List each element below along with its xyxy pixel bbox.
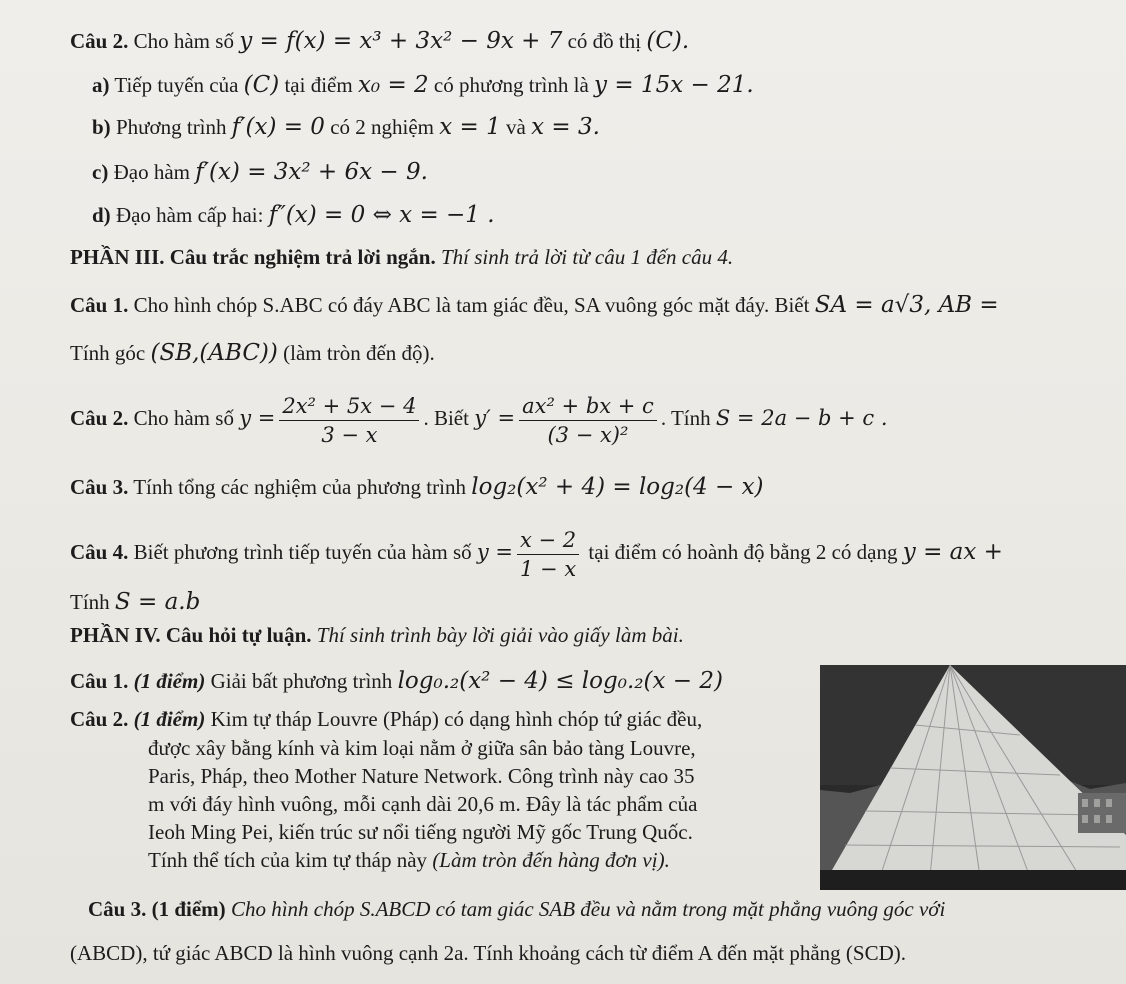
question-label: Câu 3.: [70, 475, 129, 499]
fraction: $\frac{\text{2x² + 5x − 4}}{3 - x}$: [279, 394, 419, 447]
p3-q4-line2: Tính S = a.b: [70, 589, 201, 615]
p4-q2-line2: được xây bằng kính và kim loại nằm ở giữa sân bảo tàng Louvre,: [148, 736, 696, 760]
p3-q4-line1: Câu 4. Biết phương trình tiếp tuyến của hàm số y = $\frac{x - 2}{1 - x}$ tại điểm có hoành độ bằng 2 có dạng y = ax +: [70, 527, 1003, 581]
question-label: Câu 2.: [70, 707, 129, 731]
p4-q1: Câu 1. (1 điểm) Giải bất phương trình log₀.₂(x² − 4) ≤ log₀.₂(x − 2): [70, 668, 723, 694]
p4-q2-line3: Paris, Pháp, theo Mother Nature Network. Công trình này cao 35: [148, 764, 695, 788]
fraction: $\frac{\text{ax² + bx + c}}{\text{(3 − x)²}}$: [519, 394, 657, 447]
p4-q2-line5: Ieoh Ming Pei, kiến trúc sư nổi tiếng người Mỹ gốc Trung Quốc.: [148, 820, 693, 844]
fraction: $\frac{x - 2}{1 - x}$: [517, 528, 579, 581]
q2-option-a: a) Tiếp tuyến của (C) tại điểm x₀ = 2 có phương trình là y = 15x − 21.: [92, 72, 754, 98]
question-label: Câu 4.: [70, 540, 129, 564]
p4-q2-line6: Tính thể tích của kim tự tháp này (Làm tròn đến hàng đơn vị).: [148, 848, 670, 872]
question-label: Câu 1.: [70, 669, 129, 693]
louvre-pyramid-photo: [820, 665, 1126, 890]
q2-stem: Câu 2. Cho hàm số y = f(x) = x³ + 3x² − 9x + 7 có đồ thị (C).: [70, 28, 690, 54]
part3-heading: PHẦN III. Câu trắc nghiệm trả lời ngắn. Thí sinh trả lời từ câu 1 đến câu 4.: [70, 245, 734, 269]
question-label: Câu 2.: [70, 29, 129, 53]
q2-option-c: c) Đạo hàm f′(x) = 3x² + 6x − 9.: [92, 159, 428, 185]
p4-q2-line1: Câu 2. (1 điểm) Kim tự tháp Louvre (Pháp) có dạng hình chóp tứ giác đều,: [70, 707, 703, 731]
p3-q2: Câu 2. Cho hàm số y = $\frac{\text{2x² + 5x − 4}}{3 - x}$ . Biết y′ = $\frac{\text{ax² + bx + c}}{\text{(3 − x)²}}$ . Tính S = 2a − b + c .: [70, 393, 888, 447]
p4-q3-line2: (ABCD), tứ giác ABCD là hình vuông cạnh 2a. Tính khoảng cách từ điểm A đến mặt phẳng (SCD).: [70, 941, 907, 965]
p4-q3-line1: Câu 3. (1 điểm) Cho hình chóp S.ABCD có tam giác SAB đều và nằm trong mặt phẳng vuông góc với: [88, 897, 946, 921]
q2-option-b: b) Phương trình f′(x) = 0 có 2 nghiệm x = 1 và x = 3.: [92, 114, 600, 140]
q2-option-d: d) Đạo hàm cấp hai: f″(x) = 0 ⇔ x = −1 .: [92, 202, 495, 228]
p3-q3: Câu 3. Tính tổng các nghiệm của phương trình log₂(x² + 4) = log₂(4 − x): [70, 474, 764, 500]
question-label: Câu 2.: [70, 406, 129, 430]
p4-q2-line4: m với đáy hình vuông, mỗi cạnh dài 20,6 m. Đây là tác phẩm của: [148, 792, 698, 816]
function-formula: y = f(x) = x³ + 3x² − 9x + 7: [239, 28, 563, 54]
p3-q1-line2: Tính góc (SB,(ABC)) (làm tròn đến độ).: [70, 340, 435, 366]
photo-ground: [820, 870, 1126, 890]
question-label: Câu 1.: [70, 293, 129, 317]
part4-heading: PHẦN IV. Câu hỏi tự luận. Thí sinh trình bày lời giải vào giấy làm bài.: [70, 623, 684, 647]
p3-q1-line1: Câu 1. Cho hình chóp S.ABC có đáy ABC là tam giác đều, SA vuông góc mặt đáy. Biết SA = a√3, AB =: [70, 292, 999, 318]
question-label: Câu 3.: [88, 897, 147, 921]
